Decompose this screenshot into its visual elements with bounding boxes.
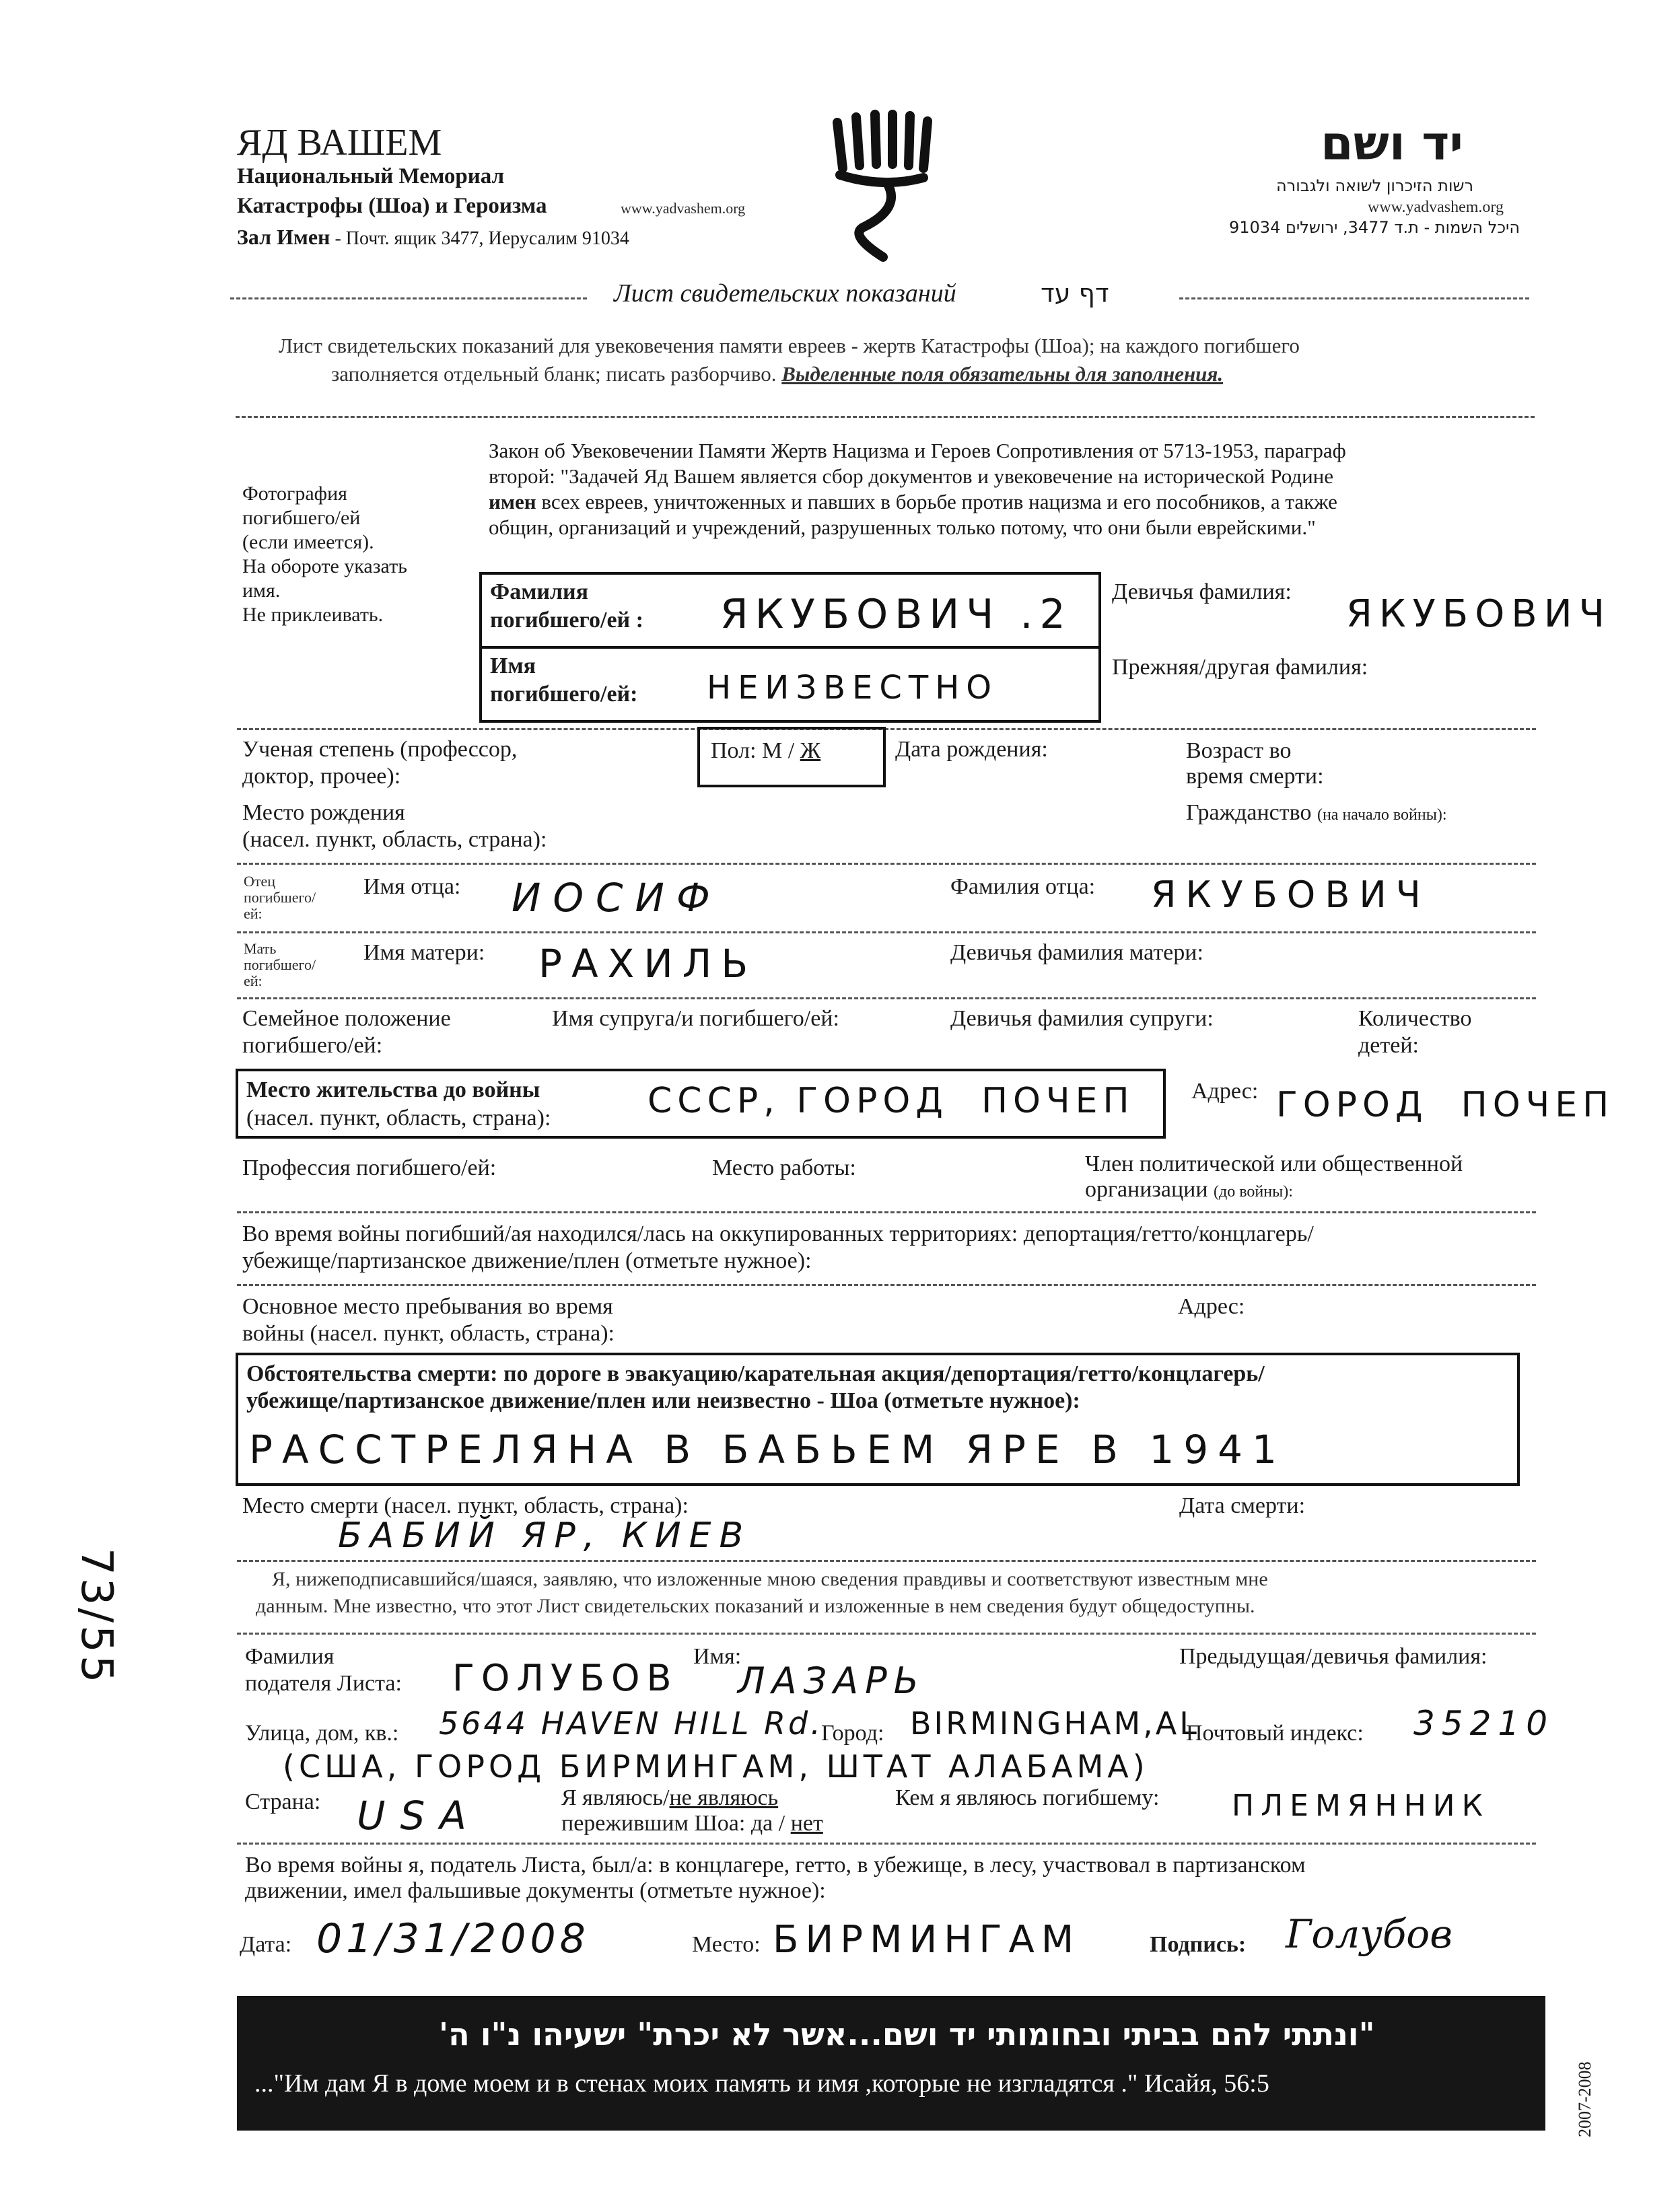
street-value[interactable]: 5644 HAVEN HILL Rd. — [439, 1705, 823, 1742]
date-label: Дата: — [240, 1932, 292, 1957]
residence-value[interactable]: СССР, ГОРОД ПОЧЕП — [648, 1081, 1135, 1121]
rule-after-declaration — [237, 1633, 1536, 1635]
rule-before-declaration — [237, 1560, 1536, 1562]
hall-label: Зал Имен — [237, 225, 330, 249]
side-note: 73/55 — [71, 1548, 121, 1686]
spouse-name-label: Имя супруга/и погибшего/ей: — [552, 1006, 839, 1031]
member-label-1: Член политической или общественной — [1085, 1151, 1463, 1176]
street-label: Улица, дом, кв.: — [245, 1721, 399, 1746]
member-label-2 — [1085, 1176, 1293, 1205]
he-line2: היכל השמות - ת.ד 3477, ירושלים 91034 — [1229, 218, 1520, 237]
surname-label-2: погибшего/ей : — [490, 608, 643, 633]
main-place-address-label: Адрес: — [1178, 1294, 1245, 1319]
children-label-2: детей: — [1358, 1033, 1419, 1058]
workplace-label: Место работы: — [712, 1155, 856, 1180]
mother-side-2: погибшего/ — [244, 956, 316, 973]
city-label: Город: — [821, 1721, 884, 1746]
death-circ-line2: убежище/партизанское движение/плен или неизвестно - Шоа (отметьте нужное): — [246, 1388, 1080, 1413]
death-circ-line1 — [246, 1361, 1265, 1388]
intro-line2 — [331, 362, 1223, 386]
citizenship-note: (на начало войны): — [1317, 806, 1447, 824]
submitter-prev-name-label: Предыдущая/девичья фамилия: — [1179, 1644, 1488, 1669]
rule-after-name — [237, 728, 1536, 730]
org-title-he: יד ושם — [1321, 116, 1463, 171]
survivor-line2[interactable] — [561, 1810, 823, 1837]
hall-address — [237, 225, 629, 250]
website-left: www.yadvashem.org — [621, 200, 746, 217]
rule-after-wartime — [237, 1284, 1536, 1286]
rule-after-birth — [237, 863, 1536, 865]
address-value[interactable]: ГОРОД ПОЧЕП — [1276, 1085, 1615, 1125]
law-line2: второй: "Задачей Яд Вашем является сбор документов и увековечение на исторической Родине — [489, 464, 1334, 488]
main-place-label-2: войны (насел. пункт, область, страна): — [242, 1321, 615, 1346]
intro-line2-text: заполняется отдельный бланк; писать разборчиво. — [331, 362, 782, 386]
form-title-ru: Лист свидетельских показаний — [614, 279, 956, 308]
birthplace-label-1: Место рождения — [242, 800, 405, 825]
victim-name-value[interactable]: НЕИЗВЕСТНО — [707, 669, 999, 707]
rule-after-submitter — [237, 1843, 1536, 1845]
yad-vashem-logo — [823, 108, 944, 269]
zip-value[interactable]: 35210 — [1413, 1704, 1555, 1743]
hall-address-text: - Почт. ящик 3477, Иерусалим 91034 — [330, 228, 629, 249]
city-value[interactable]: BIRMINGHAM,AL — [910, 1705, 1199, 1742]
mother-name-value[interactable]: РАХИЛЬ — [538, 941, 758, 987]
victim-surname-value[interactable]: ЯКУБОВИЧ .2 — [720, 591, 1072, 638]
residence-label-1: Место жительства до войны — [246, 1077, 540, 1102]
photo-note-6: Не приклеивать. — [242, 604, 384, 626]
during-war-line2: движении, имел фальшивые документы (отметьте нужное): — [245, 1878, 826, 1903]
father-name-label: Имя отца: — [363, 874, 461, 899]
during-war-line1: Во время войны я, податель Листа, был/а: в концлагере, гетто, в убежище, в лесу, участвовал в партизанском — [245, 1853, 1306, 1878]
intro-rule — [236, 416, 1535, 418]
maiden-name-label: Девичья фамилия: — [1112, 579, 1292, 604]
law-line4: общин, организаций и учреждений, разрушенных только потому, что они были еврейскими." — [489, 515, 1316, 539]
sex-field[interactable] — [711, 738, 820, 764]
photo-note-5: имя. — [242, 579, 281, 602]
surname-label-1: Фамилия — [490, 579, 589, 604]
submitter-name-value[interactable]: ЛАЗАРЬ — [738, 1660, 925, 1702]
father-surname-label: Фамилия отца: — [950, 874, 1096, 899]
law-line3 — [489, 490, 1337, 514]
photo-note-4: На обороте указать — [242, 555, 407, 577]
zip-label: Почтовый индекс: — [1186, 1721, 1364, 1746]
rule-after-work — [237, 1211, 1536, 1213]
name-label-1: Имя — [490, 653, 536, 678]
death-place-value[interactable]: БАБИЙ ЯР, КИЕВ — [338, 1515, 752, 1556]
website-right: www.yadvashem.org — [1368, 199, 1504, 216]
mother-side-1: Мать — [244, 940, 277, 957]
survivor-no: нет — [790, 1811, 823, 1836]
father-surname-value[interactable]: ЯКУБОВИЧ — [1151, 873, 1430, 916]
death-date-label: Дата смерти: — [1179, 1493, 1306, 1518]
father-side-3: ей: — [244, 905, 262, 922]
place-label: Место: — [692, 1932, 761, 1957]
victim-name-divider — [479, 646, 1101, 649]
form-title-he: דף עד — [1041, 279, 1109, 308]
father-name-value[interactable]: ИОСИФ — [512, 875, 722, 921]
wartime-line2: убежище/партизанское движение/плен (отметьте нужное): — [242, 1248, 812, 1273]
father-side-2: погибшего/ — [244, 889, 316, 906]
country-label: Страна: — [245, 1789, 321, 1814]
law-line3-text: всех евреев, уничтоженных и павших в борьбе против нацизма и его пособников, а также — [536, 490, 1337, 513]
photo-note-3: (если имеется). — [242, 531, 374, 553]
survivor-is-not: не являюсь — [669, 1785, 779, 1810]
org-line2: Катастрофы (Шоа) и Героизма — [237, 194, 547, 218]
birthplace-label-2: (насел. пункт, область, страна): — [242, 827, 547, 852]
survivor-is: Я являюсь/ — [561, 1785, 670, 1810]
address-label: Адрес: — [1191, 1079, 1259, 1104]
residence-label-2: (насел. пункт, область, страна): — [246, 1106, 551, 1131]
sex-label: Пол: М / — [711, 738, 800, 763]
signature-label: Подпись: — [1150, 1932, 1247, 1957]
main-place-label-1: Основное место пребывания во время — [242, 1294, 613, 1319]
photo-note-2: погибшего/ей — [242, 507, 361, 529]
degree-label-1: Ученая степень (профессор, — [242, 737, 518, 762]
name-label-2: погибшего/ей: — [490, 682, 638, 707]
org-title-ru: ЯД ВАШЕМ — [237, 122, 442, 164]
title-rule-right — [1179, 297, 1529, 299]
rule-after-mother — [237, 997, 1536, 999]
sex-value: Ж — [800, 738, 821, 763]
quote-he: "ונתתי להם בביתי ובחומותי יד ושם...אשר לא יכרת" ישעיהו נ"ו ה' — [439, 2016, 1375, 2053]
degree-label-2: доктор, прочее): — [242, 764, 401, 789]
law-line1: Закон об Увековечении Памяти Жертв Нацизма и Героев Сопротивления от 5713-1953, параграф — [489, 439, 1346, 462]
mother-maiden-label: Девичья фамилия матери: — [950, 940, 1203, 965]
citizenship-text: Гражданство — [1186, 800, 1312, 825]
wartime-line1: Во время войны погибший/ая находился/лась на оккупированных территориях: депортация/гетто/концлагерь/ — [242, 1221, 1314, 1246]
death-circ-value[interactable]: РАССТРЕЛЯНА В БАБЬЕМ ЯРЕ В 1941 — [249, 1427, 1286, 1472]
side-year: 2007-2008 — [1575, 2061, 1595, 2137]
marital-label-2: погибшего/ей: — [242, 1033, 383, 1058]
mother-name-label: Имя матери: — [363, 940, 485, 965]
quote-ru: ..."Им дам Я в доме моем и в стенах моих память и имя ,которые не изгладятся ." Исайя, 56:5 — [254, 2069, 1269, 2098]
age-label-2: время смерти: — [1186, 764, 1324, 789]
submitter-surname-label-1: Фамилия — [245, 1644, 335, 1669]
signature-value[interactable]: Голубов — [1286, 1911, 1452, 1957]
country-value[interactable]: USA — [357, 1793, 481, 1839]
children-label-1: Количество — [1358, 1006, 1472, 1031]
intro-required-note: Выделенные поля обязательны для заполнения. — [781, 362, 1224, 386]
he-line1: רשות הזיכרון לשואה ולגבורה — [1276, 176, 1474, 195]
mother-side-3: ей: — [244, 972, 262, 989]
marital-label-1: Семейное положение — [242, 1006, 451, 1031]
maiden-name-value[interactable]: ЯКУБОВИЧ — [1346, 592, 1611, 636]
declaration-line2: данным. Мне известно, что этот Лист свидетельских показаний и изложенные в нем сведения будут общедоступны. — [256, 1595, 1255, 1617]
title-rule-left — [230, 297, 587, 299]
submitter-surname-value[interactable]: ГОЛУБОВ — [452, 1657, 678, 1699]
quote-banner — [237, 1996, 1545, 2131]
relation-label: Кем я являюсь погибшему: — [895, 1785, 1160, 1810]
death-circ-label: Обстоятельства смерти: — [246, 1361, 498, 1386]
submitter-surname-label-2: подателя Листа: — [245, 1671, 402, 1696]
member-note: (до войны): — [1214, 1183, 1293, 1201]
intro-line1: Лист свидетельских показаний для увековечения памяти евреев - жертв Катастрофы (Шоа); на каждого погибшего — [279, 334, 1300, 357]
spouse-maiden-label: Девичья фамилия супруги: — [950, 1006, 1214, 1031]
declaration-line1: Я, нижеподписавшийся/шаяся, заявляю, что изложенные мною сведения правдивы и соответствуют известным мне — [272, 1568, 1268, 1590]
submitter-name-label: Имя: — [693, 1644, 742, 1669]
survivor-yes: пережившим Шоа: да / — [561, 1811, 791, 1836]
survivor-line1[interactable] — [561, 1785, 778, 1812]
birthdate-label: Дата рождения: — [895, 737, 1048, 762]
submitter-note-value[interactable]: (США, ГОРОД БИРМИНГАМ, ШТАТ АЛАБАМА) — [283, 1748, 1149, 1785]
relation-value[interactable]: ПЛЕМЯННИК — [1232, 1789, 1490, 1823]
profession-label: Профессия погибшего/ей: — [242, 1155, 497, 1180]
law-names-bold: имен — [489, 490, 536, 513]
citizenship-label — [1186, 799, 1447, 828]
place-value[interactable]: БИРМИНГАМ — [773, 1918, 1081, 1962]
age-label-1: Возраст во — [1186, 738, 1292, 763]
father-side-1: Отец — [244, 873, 276, 890]
rule-after-father — [237, 931, 1536, 933]
member-text: организации — [1085, 1177, 1208, 1202]
photo-note-1: Фотография — [242, 483, 347, 505]
org-line1: Национальный Мемориал — [237, 164, 505, 188]
date-value[interactable]: 01/31/2008 — [316, 1915, 590, 1962]
death-circ-options-1: по дороге в эвакуацию/карательная акция/депортация/гетто/концлагерь/ — [497, 1361, 1265, 1386]
other-surname-label: Прежняя/другая фамилия: — [1112, 655, 1368, 680]
death-place-label: Место смерти (насел. пункт, область, страна): — [242, 1493, 689, 1518]
